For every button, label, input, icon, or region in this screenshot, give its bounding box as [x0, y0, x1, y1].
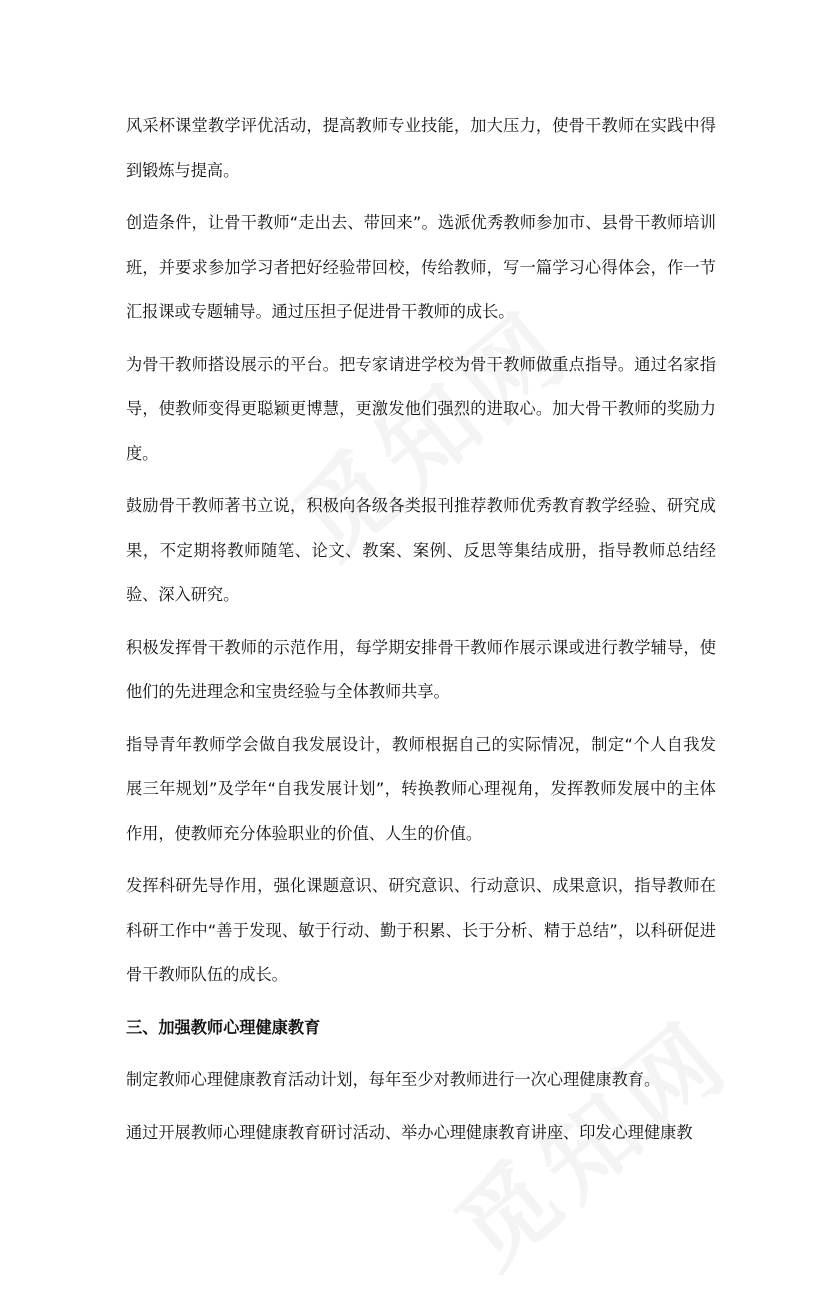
section-heading: 三、加强教师心理健康教育 — [126, 1017, 321, 1037]
section-paragraph-2: 通过开展教师心理健康教育研讨活动、举办心理健康教育讲座、印发心理健康教 — [126, 1122, 693, 1142]
paragraph-3: 为骨干教师搭设展示的平台。把专家请进学校为骨干教师做重点指导。通过名家指导，使教师变得更聪颖更博慧，更激发他们强烈的进取心。加大骨干教师的奖励力度。 — [126, 354, 716, 463]
paragraph-5: 积极发挥骨干教师的示范作用，每学期安排骨干教师作展示课或进行教学辅导，使他们的先进理念和宝贵经验与全体教师共享。 — [126, 637, 716, 701]
paragraph-6: 指导青年教师学会做自我发展设计，教师根据自己的实际情况，制定“个人自我发展三年规划”及学年“自我发展计划”，转换教师心理视角，发挥教师发展中的主体作用，使教师充分体验职业的价值、人生的价值。 — [126, 734, 716, 843]
paragraph-1: 风采杯课堂教学评优活动，提高教师专业技能，加大压力，使骨干教师在实践中得到锻炼与提高。 — [126, 116, 716, 180]
paragraph-4: 鼓励骨干教师著书立说，积极向各级各类报刊推荐教师优秀教育教学经验、研究成果，不定期将教师随笔、论文、教案、案例、反思等集结成册，指导教师总结经验、深入研究。 — [126, 496, 716, 604]
section-paragraph-1: 制定教师心理健康教育活动计划，每年至少对教师进行一次心理健康教育。 — [126, 1070, 661, 1089]
paragraph-2: 创造条件，让骨干教师“走出去、带回来”。选派优秀教师参加市、县骨干教师培训班，并要求参加学习者把好经验带回校，传给教师，写一篇学习心得体会，作一节汇报课或专题辅导。通过压担子促进骨干教师的成长。 — [126, 213, 716, 321]
document-body — [126, 104, 716, 1163]
paragraph-7: 发挥科研先导作用，强化课题意识、研究意识、行动意识、成果意识，指导教师在科研工作中“善于发现、敏于行动、勤于积累、长于分析、精于总结”，以科研促进骨干教师队伍的成长。 — [126, 876, 716, 984]
